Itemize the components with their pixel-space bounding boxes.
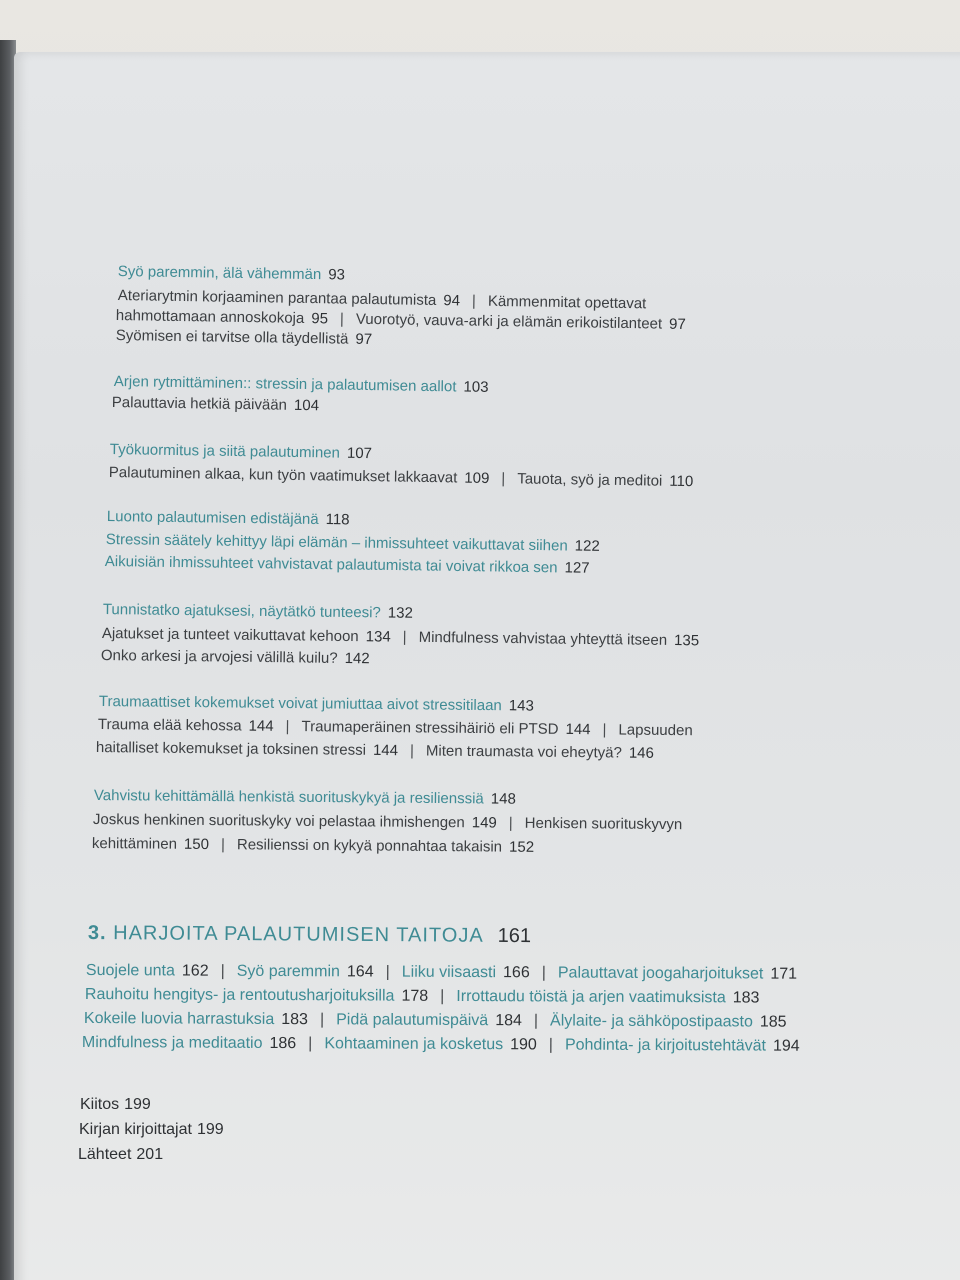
- toc-line: Syömisen ei tarvitse olla täydellistä 97: [115, 326, 373, 349]
- toc-line: Palauttavia hetkiä päivään 104: [111, 393, 320, 415]
- toc-line: Joskus henkinen suorituskyky voi pelastaa ihmishengen 149 | Henkisen suorituskyvyn: [92, 810, 683, 834]
- toc-heading: Aikuisiän ihmissuhteet vahvistavat palautumista tai voivat rikkoa sen 127: [104, 552, 590, 577]
- toc-line: haitalliset kokemukset ja toksinen stressi 144 | Miten traumasta voi eheytyä? 146: [95, 738, 654, 762]
- toc-heading: Vahvistu kehittämällä henkistä suorituskykyä ja resilienssiä 148: [93, 786, 516, 808]
- toc-line: Ateriarytmin korjaaminen parantaa palautumista 94 | Kämmenmitat opettavat: [117, 286, 647, 313]
- toc-line: Kokeile luovia harrastuksia 183 | Pidä palautumispäivä 184 | Älylaite- ja sähköpostipaasto 185: [83, 1010, 787, 1031]
- toc-line: Trauma elää kehossa 144 | Traumaperäinen stressihäiriö eli PTSD 144 | Lapsuuden: [97, 715, 693, 740]
- toc-line: Suojele unta 162 | Syö paremmin 164 | Liiku viisaasti 166 | Palauttavat joogaharjoitukset 171: [85, 962, 798, 983]
- chapter-heading: 3. HARJOITA PALAUTUMISEN TAITOJA 161: [87, 922, 532, 948]
- toc-heading: Syö paremmin, älä vähemmän 93: [117, 262, 346, 284]
- end-item: Lähteet 201: [78, 1146, 164, 1163]
- toc-heading: Stressin säätely kehittyy läpi elämän – ihmissuhteet vaikuttavat siihen 122: [105, 530, 600, 555]
- toc-line: Palautuminen alkaa, kun työn vaatimukset lakkaavat 109 | Tauota, syö ja meditoi 110: [108, 463, 694, 491]
- toc-line: kehittäminen 150 | Resilienssi on kykyä ponnahtaa takaisin 152: [91, 834, 535, 856]
- toc-heading: Arjen rytmittäminen:: stressin ja palautumisen aallot 103: [113, 372, 489, 396]
- toc-heading: Luonto palautumisen edistäjänä 118: [106, 507, 350, 529]
- toc-line: hahmottamaan annoskokoja 95 | Vuorotyö, vauva-arki ja elämän erikoistilanteet 97: [115, 306, 686, 333]
- toc-line: Onko arkesi ja arvojesi välillä kuilu? 142: [100, 646, 370, 668]
- toc-line: Mindfulness ja meditaatio 186 | Kohtaaminen ja kosketus 190 | Pohdinta- ja kirjoitustehtävät 194: [81, 1034, 800, 1055]
- toc-heading: Tunnistatko ajatuksesi, näytätkö tunteesi? 132: [102, 600, 413, 622]
- end-item: Kirjan kirjoittajat 199: [79, 1121, 224, 1138]
- end-item: Kiitos 199: [80, 1096, 151, 1113]
- toc-line: Rauhoitu hengitys- ja rentoutusharjoituksilla 178 | Irrottaudu töistä ja arjen vaatimuksista 183: [84, 986, 760, 1007]
- toc-line: Ajatukset ja tunteet vaikuttavat kehoon 134 | Mindfulness vahvistaa yhteyttä itseen 135: [101, 624, 700, 650]
- toc-heading: Traumaattiset kokemukset voivat jumiuttaa aivot stressitilaan 143: [98, 692, 534, 715]
- toc-heading: Työkuormitus ja siitä palautuminen 107: [109, 440, 373, 463]
